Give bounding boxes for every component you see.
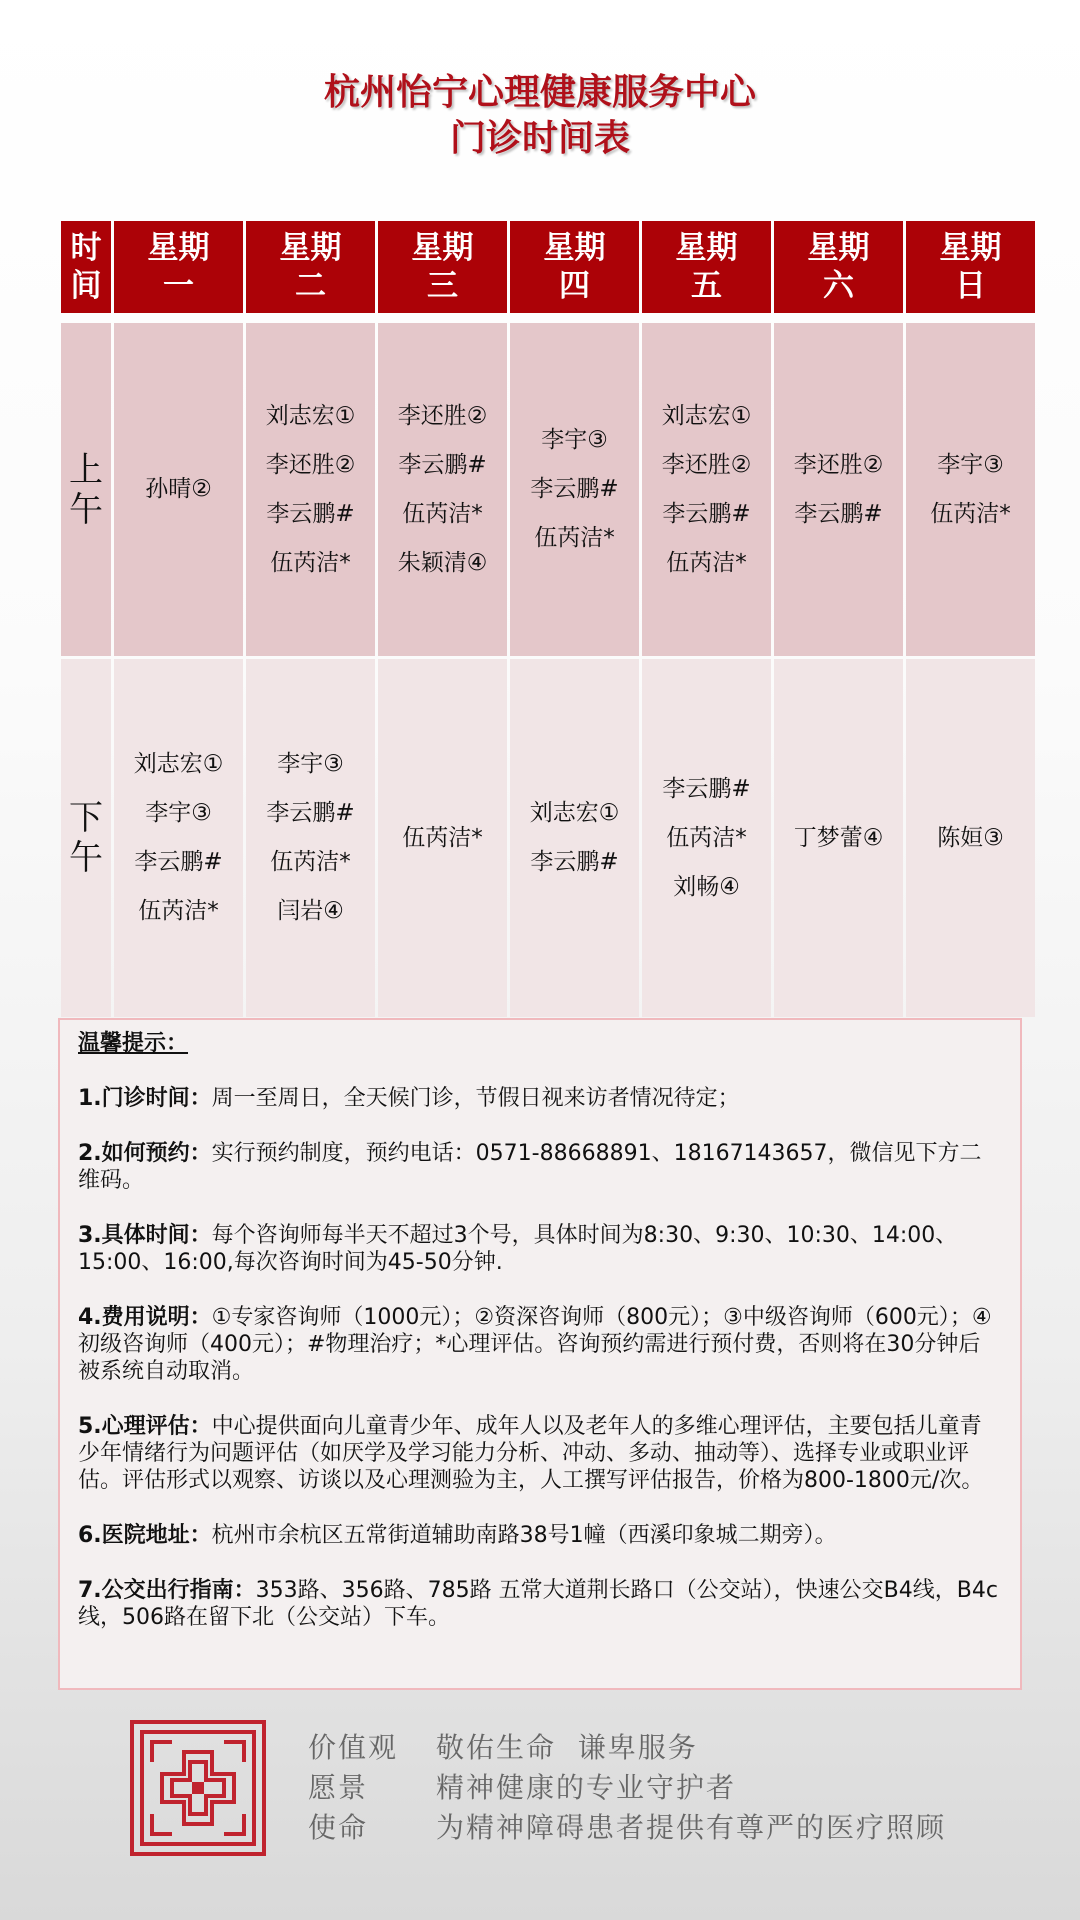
afternoon-sat-cell xyxy=(774,659,903,1017)
day-header-wed xyxy=(378,221,507,313)
motto-text: 为精神障碍患者提供有尊严的医疗照顾 xyxy=(436,1811,947,1844)
doctor-entry: 李还胜② xyxy=(661,451,752,478)
doctor-entry: 刘志宏① xyxy=(133,751,224,777)
tip-label: 4.费用说明： xyxy=(78,1305,212,1330)
morning-tue-cell xyxy=(246,323,375,656)
day-header-top: 星期 xyxy=(939,230,1002,266)
tip-text: 每个咨询师每半天不超过3个号，具体时间为8:30、9:30、10:30、14:00、15:00、16:00,每次咨询时间为45-50分钟. xyxy=(78,1223,958,1275)
day-header-top: 星期 xyxy=(543,230,606,266)
afternoon-tue-cell xyxy=(246,659,375,1017)
tip-label: 6.医院地址： xyxy=(78,1523,212,1548)
tip-label: 7.公交出行指南： xyxy=(78,1578,256,1603)
day-header-sun xyxy=(906,221,1035,313)
tip-text: 杭州市余杭区五常街道辅助南路38号1幢（西溪印象城二期旁）。 xyxy=(211,1523,837,1548)
tip-text: ①专家咨询师（1000元）；②资深咨询师（800元）；③中级咨询师（600元）；④初级咨询师（400元）；#物理治疗；*心理评估。咨询预约需进行预付费，否则将在30分钟后被系统自动取消。 xyxy=(78,1305,992,1384)
page-title xyxy=(0,70,1080,162)
motto-label: 使命 xyxy=(308,1811,369,1844)
motto-mission xyxy=(308,1808,946,1848)
tip-label: 3.具体时间： xyxy=(78,1223,212,1248)
day-header-top: 星期 xyxy=(807,230,870,266)
doctor-entry: 闫岩④ xyxy=(277,898,344,924)
doctor-entry: 伍芮洁* xyxy=(930,500,1011,527)
day-header-bottom: 三 xyxy=(427,268,458,304)
doctor-entry: 孙晴② xyxy=(145,476,212,502)
day-header-thu xyxy=(510,221,639,313)
time-header-char: 时 xyxy=(70,230,102,266)
period-char: 午 xyxy=(69,838,103,878)
day-header-bottom: 一 xyxy=(163,268,194,304)
day-header-fri xyxy=(642,221,771,313)
day-header-top: 星期 xyxy=(147,230,210,266)
morning-wed-cell xyxy=(378,323,507,656)
tip-item-transit xyxy=(78,1577,1002,1631)
doctor-entry: 陈姮③ xyxy=(937,824,1004,851)
doctor-entry: 伍芮洁* xyxy=(534,525,615,551)
day-header-bottom: 二 xyxy=(295,268,326,304)
doctor-entry: 刘畅④ xyxy=(673,873,740,900)
doctor-entry: 李云鹏# xyxy=(266,500,355,527)
tip-item-address xyxy=(78,1522,1002,1549)
motto-values xyxy=(308,1728,946,1768)
doctor-entry: 刘志宏① xyxy=(529,800,620,826)
day-header-top: 星期 xyxy=(411,230,474,266)
morning-fri-cell xyxy=(642,323,771,656)
doctor-entry: 李云鹏# xyxy=(662,500,751,527)
period-char: 上 xyxy=(69,449,103,490)
period-char: 午 xyxy=(69,489,103,530)
afternoon-sun-cell xyxy=(906,659,1035,1017)
doctor-entry: 李还胜② xyxy=(265,451,356,478)
hospital-logo-icon xyxy=(128,1718,268,1858)
doctor-entry: 李云鹏# xyxy=(530,849,619,875)
doctor-entry: 伍芮洁* xyxy=(138,898,219,924)
doctor-entry: 李云鹏# xyxy=(530,476,619,502)
doctor-entry: 李还胜② xyxy=(397,402,488,429)
page-title-line1: 杭州怡宁心理健康服务中心 xyxy=(323,72,756,113)
motto-text: 精神健康的专业守护者 xyxy=(436,1771,737,1804)
morning-label xyxy=(61,323,111,656)
tip-label: 2.如何预约： xyxy=(78,1141,212,1166)
tip-label: 5.心理评估： xyxy=(78,1414,212,1439)
tips-panel xyxy=(58,1018,1022,1690)
time-column-header xyxy=(61,221,111,313)
tips-title: 温馨提示： xyxy=(78,1031,189,1056)
day-header-bottom: 日 xyxy=(955,268,986,304)
doctor-entry: 李云鹏# xyxy=(398,451,487,478)
doctor-entry: 李云鹏# xyxy=(266,800,355,826)
tip-item-hours xyxy=(78,1085,1002,1112)
period-char: 下 xyxy=(69,798,103,838)
motto-label: 价值观 xyxy=(308,1731,399,1764)
doctor-entry: 丁梦蕾④ xyxy=(793,824,884,851)
doctor-entry: 伍芮洁* xyxy=(666,824,747,851)
day-header-tue xyxy=(246,221,375,313)
schedule-header-row xyxy=(61,221,1035,313)
tip-item-assessment xyxy=(78,1413,1002,1494)
doctor-entry: 李宇③ xyxy=(277,751,344,777)
day-header-sat xyxy=(774,221,903,313)
doctor-entry: 伍芮洁* xyxy=(270,849,351,875)
doctor-entry: 伍芮洁* xyxy=(666,549,747,576)
day-header-bottom: 四 xyxy=(559,268,590,304)
afternoon-row xyxy=(61,659,1035,1017)
day-header-mon xyxy=(114,221,243,313)
motto-label: 愿景 xyxy=(308,1771,369,1804)
morning-sat-cell xyxy=(774,323,903,656)
doctor-entry: 李宇③ xyxy=(145,800,212,826)
day-header-bottom: 六 xyxy=(823,268,854,304)
morning-thu-cell xyxy=(510,323,639,656)
tip-text: 中心提供面向儿童青少年、成年人以及老年人的多维心理评估，主要包括儿童青少年情绪行为问题评估（如厌学及学习能力分析、冲动、多动、抽动等）、选择专业或职业评估。评估形式以观察、访谈以及心理测验为主，人工撰写评估报告，价格为800-1800元/次。 xyxy=(78,1414,984,1493)
doctor-entry: 伍芮洁* xyxy=(402,500,483,527)
doctor-entry: 刘志宏① xyxy=(661,402,752,429)
tip-item-fees xyxy=(78,1304,1002,1385)
afternoon-fri-cell xyxy=(642,659,771,1017)
doctor-entry: 李还胜② xyxy=(793,451,884,478)
doctor-entry: 伍芮洁* xyxy=(402,824,483,851)
motto-block xyxy=(308,1728,946,1848)
afternoon-label xyxy=(61,659,111,1017)
tip-text: 353路、356路、785路 五常大道荆长路口（公交站），快速公交B4线，B4c线，506路在留下北（公交站）下车。 xyxy=(78,1578,998,1630)
tip-text: 实行预约制度，预约电话：0571-88668891、18167143657，微信见下方二维码。 xyxy=(78,1141,982,1193)
motto-vision xyxy=(308,1768,946,1808)
doctor-entry: 李宇③ xyxy=(541,427,608,453)
time-header-char: 间 xyxy=(70,268,102,304)
tip-item-booking xyxy=(78,1140,1002,1194)
afternoon-wed-cell xyxy=(378,659,507,1017)
doctor-entry: 李宇③ xyxy=(937,451,1004,478)
day-header-top: 星期 xyxy=(675,230,738,266)
doctor-entry: 李云鹏# xyxy=(662,775,751,802)
tip-label: 1.门诊时间： xyxy=(78,1086,212,1111)
clinic-schedule-table xyxy=(58,218,1038,1020)
morning-sun-cell xyxy=(906,323,1035,656)
afternoon-thu-cell xyxy=(510,659,639,1017)
afternoon-mon-cell xyxy=(114,659,243,1017)
page-title-line2: 门诊时间表 xyxy=(449,118,630,159)
day-header-top: 星期 xyxy=(279,230,342,266)
doctor-entry: 李云鹏# xyxy=(794,500,883,527)
tip-text: 周一至周日，全天候门诊，节假日视来访者情况待定； xyxy=(211,1086,740,1111)
motto-text: 敬佑生命 谦卑服务 xyxy=(436,1731,698,1764)
morning-row xyxy=(61,323,1035,656)
tip-item-times xyxy=(78,1222,1002,1276)
doctor-entry: 伍芮洁* xyxy=(270,549,351,576)
doctor-entry: 李云鹏# xyxy=(134,849,223,875)
day-header-bottom: 五 xyxy=(691,268,722,304)
doctor-entry: 刘志宏① xyxy=(265,402,356,429)
doctor-entry: 朱颖清④ xyxy=(397,549,488,576)
footer xyxy=(128,1718,1008,1858)
morning-mon-cell xyxy=(114,323,243,656)
